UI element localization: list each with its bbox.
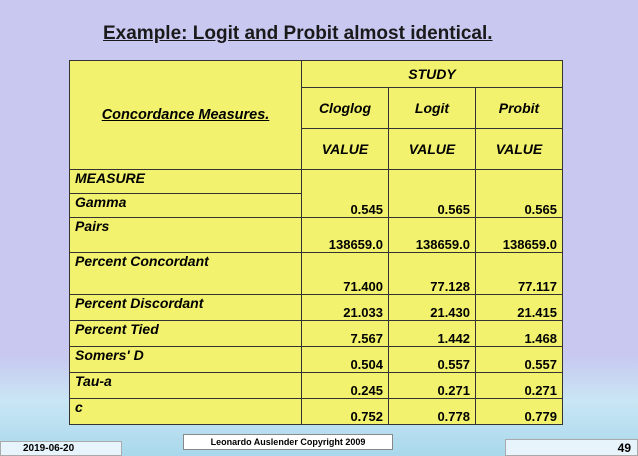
- row-label: Percent Tied: [70, 321, 302, 347]
- table-cell: 0.557: [476, 347, 563, 373]
- value-label-logit: VALUE: [389, 129, 476, 170]
- table-row: [70, 321, 563, 347]
- table-cell: 21.430: [389, 295, 476, 321]
- row-label: Tau-a: [70, 373, 302, 399]
- row-label: Somers' D: [70, 347, 302, 373]
- table-cell: 77.128: [389, 253, 476, 295]
- row-label: Percent Concordant: [70, 253, 302, 295]
- row-label: Gamma: [70, 194, 302, 218]
- row-label: Pairs: [70, 218, 302, 253]
- table-cell: 7.567: [302, 321, 389, 347]
- corner-label: Concordance Measures.: [70, 61, 302, 170]
- table-cell: 0.504: [302, 347, 389, 373]
- table-cell: 0.271: [476, 373, 563, 399]
- table-cell: 0.245: [302, 373, 389, 399]
- table-cell: 0.557: [389, 347, 476, 373]
- table-row: [70, 218, 563, 253]
- table-cell: 0.779: [476, 399, 563, 425]
- table-cell: 138659.0: [476, 218, 563, 253]
- table-cell: 0.271: [389, 373, 476, 399]
- row-label: Percent Discordant: [70, 295, 302, 321]
- value-label-cloglog: VALUE: [302, 129, 389, 170]
- row-label: c: [70, 399, 302, 425]
- table-cell: 21.415: [476, 295, 563, 321]
- date-box: 2019-06-20: [0, 441, 122, 456]
- table-row: [70, 399, 563, 425]
- table-row: [70, 347, 563, 373]
- column-header-cloglog: Cloglog: [302, 88, 389, 129]
- value-label-probit: VALUE: [476, 129, 563, 170]
- column-header-logit: Logit: [389, 88, 476, 129]
- table-row: [70, 373, 563, 399]
- study-header: STUDY: [302, 61, 563, 88]
- copyright-box: Leonardo Auslender Copyright 2009: [183, 434, 393, 450]
- table-cell: 0.752: [302, 399, 389, 425]
- page-number: 49: [505, 439, 638, 456]
- table-cell: 0.778: [389, 399, 476, 425]
- slide-title: Example: Logit and Probit almost identical.: [103, 23, 493, 44]
- table-cell: 138659.0: [389, 218, 476, 253]
- table-cell: 21.033: [302, 295, 389, 321]
- concordance-table: [69, 60, 563, 425]
- table-cell: 0.545: [302, 170, 389, 218]
- table-row: [70, 295, 563, 321]
- table-cell: 1.468: [476, 321, 563, 347]
- table-cell: 0.565: [476, 170, 563, 218]
- column-header-probit: Probit: [476, 88, 563, 129]
- table-cell: 1.442: [389, 321, 476, 347]
- table-cell: 77.117: [476, 253, 563, 295]
- table-cell: 71.400: [302, 253, 389, 295]
- measure-header: MEASURE: [70, 170, 302, 194]
- table-cell: 138659.0: [302, 218, 389, 253]
- table-row: [70, 253, 563, 295]
- table-cell: 0.565: [389, 170, 476, 218]
